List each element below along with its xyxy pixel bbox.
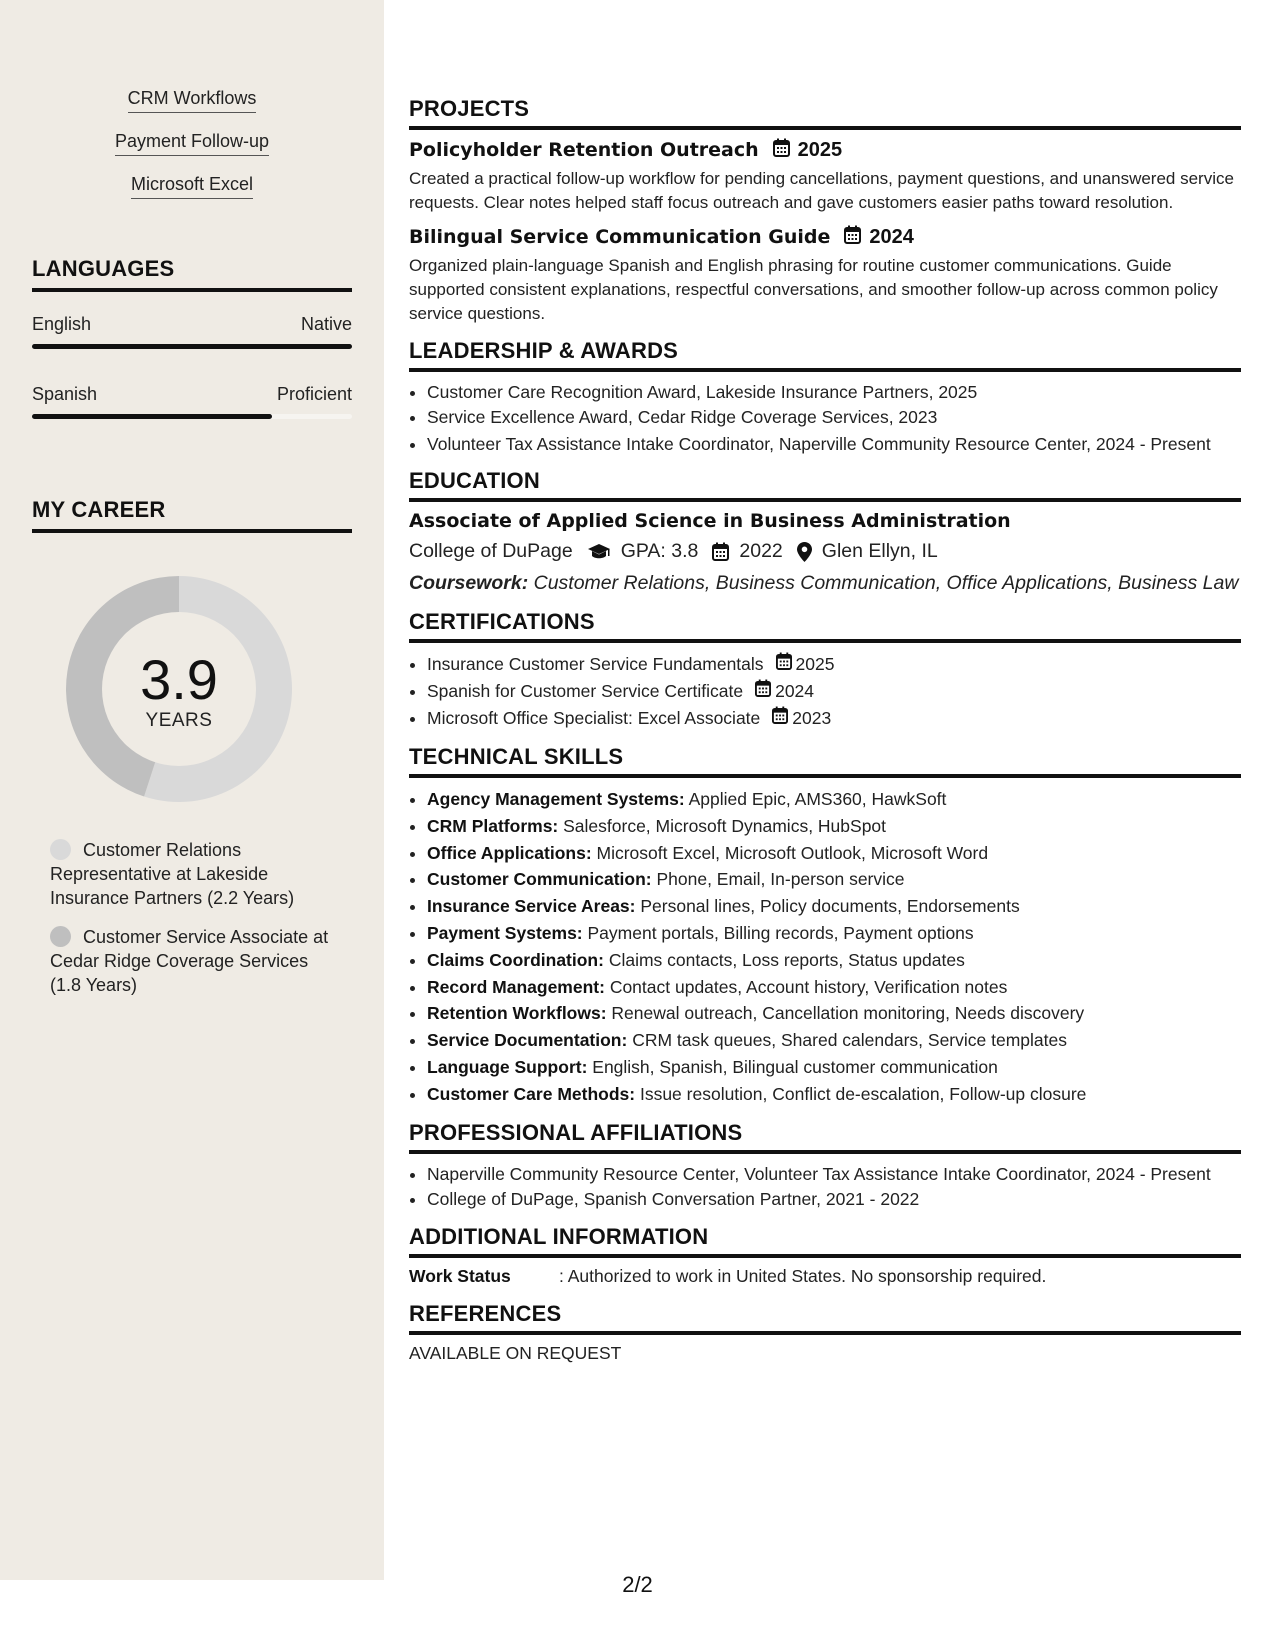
list-item: • College of DuPage, Spanish Conversation Partner, 2021 - 2022 <box>427 1187 1241 1212</box>
skill-tag: Microsoft Excel <box>131 174 253 199</box>
leadership-section <box>409 338 1241 456</box>
career-item-text: Customer Relations Representative at Lakeside Insurance Partners (2.2 Years) <box>50 840 295 908</box>
list-item <box>427 786 1241 813</box>
skill-value: Phone, Email, In-person service <box>651 869 905 890</box>
education-year: 2022 <box>739 540 783 562</box>
certification-name: Spanish for Customer Service Certificate <box>427 681 744 701</box>
project-description: Created a practical follow-up workflow for pending cancellations, payment questions, and unanswered service requests. Clear notes helped staff focus outreach and gave customers easier paths toward resolution. <box>409 169 1234 212</box>
list-item: • Service Excellence Award, Cedar Ridge Coverage Services, 2023 <box>427 405 1241 430</box>
section-title: CERTIFICATIONS <box>409 609 1241 643</box>
main-content <box>409 96 1241 1376</box>
skill-value: Payment portals, Billing records, Payment options <box>582 922 974 943</box>
skill-label: Insurance Service Areas: <box>427 896 636 917</box>
list-item <box>427 866 1241 893</box>
list-item <box>427 893 1241 920</box>
list-item <box>427 1081 1241 1108</box>
list-item <box>427 1054 1241 1081</box>
list-item <box>427 947 1241 974</box>
additional-info-section <box>409 1224 1241 1287</box>
education-location: Glen Ellyn, IL <box>821 540 938 562</box>
calendar-icon <box>773 138 790 162</box>
certification-name: Microsoft Office Specialist: Excel Associate <box>427 708 761 728</box>
skill-label: Agency Management Systems: <box>427 789 685 809</box>
list-item <box>427 1027 1241 1054</box>
language-name: English <box>32 314 92 334</box>
coursework-list: Customer Relations, Business Communication, Office Applications, Business Law <box>528 572 1239 594</box>
skill-label: Record Management: <box>427 976 605 997</box>
technical-skills-list <box>409 786 1241 1108</box>
skill-label: Retention Workflows: <box>427 1003 607 1024</box>
education-section <box>409 468 1241 595</box>
skill-label: Payment Systems: <box>427 922 583 943</box>
project-name: Policyholder Retention Outreach <box>409 139 759 161</box>
career-legend-dot <box>50 839 71 860</box>
skill-value: Renewal outreach, Cancellation monitoring, Needs discovery <box>606 1003 1085 1024</box>
calendar-icon <box>844 225 861 249</box>
references-section <box>409 1301 1241 1364</box>
skill-label: Customer Care Methods: <box>427 1083 636 1104</box>
list-item: • Customer Care Recognition Award, Lakeside Insurance Partners, 2025 <box>427 380 1241 405</box>
career-item-text: Customer Service Associate at Cedar Ridge Coverage Services (1.8 Years) <box>50 927 329 995</box>
language-level: Native <box>300 314 352 334</box>
language-bar-english <box>32 344 352 349</box>
skill-value: Personal lines, Policy documents, Endorsements <box>635 896 1020 917</box>
certifications-section <box>409 609 1241 732</box>
list-item <box>427 678 1241 705</box>
list-item <box>427 1000 1241 1027</box>
certification-year: 2023 <box>792 708 832 728</box>
education-coursework <box>409 571 1241 595</box>
language-level: Proficient <box>276 384 352 404</box>
language-bar-fill <box>32 414 272 419</box>
skill-tags <box>0 88 384 217</box>
coursework-label: Coursework: <box>409 572 529 594</box>
graduation-cap-icon <box>587 543 611 561</box>
affiliations-list <box>409 1162 1241 1212</box>
skill-value: Salesforce, Microsoft Dynamics, HubSpot <box>558 815 887 836</box>
certification-name: Insurance Customer Service Fundamentals <box>427 654 764 674</box>
map-pin-icon <box>797 542 812 562</box>
skill-value: Issue resolution, Conflict de-escalation, Follow-up closure <box>635 1083 1087 1104</box>
career-total-unit: YEARS <box>145 710 213 731</box>
skill-label: Service Documentation: <box>427 1030 628 1051</box>
section-title: EDUCATION <box>409 468 1241 502</box>
project-heading <box>409 225 1241 249</box>
career-legend-dot <box>50 926 71 947</box>
skill-label: Office Applications: <box>427 842 592 863</box>
language-bar-fill <box>32 344 352 349</box>
career-item <box>50 925 330 997</box>
list-item: • Naperville Community Resource Center, Volunteer Tax Assistance Intake Coordinator, 2024 - Present <box>427 1162 1241 1187</box>
section-title: TECHNICAL SKILLS <box>409 744 1241 778</box>
list-item <box>427 840 1241 867</box>
skill-value: Contact updates, Account history, Verification notes <box>604 976 1008 997</box>
list-item: • Volunteer Tax Assistance Intake Coordinator, Naperville Community Resource Center, 2024 - Present <box>427 430 1241 456</box>
list-item <box>427 705 1241 732</box>
references-text: AVAILABLE ON REQUEST <box>409 1342 622 1363</box>
skill-tag: CRM Workflows <box>128 88 257 113</box>
career-heading: MY CAREER <box>32 497 352 533</box>
list-item <box>427 651 1241 678</box>
calendar-icon <box>755 678 775 705</box>
certifications-list <box>409 651 1241 732</box>
language-name: Spanish <box>32 384 98 404</box>
skill-tag: Payment Follow-up <box>115 131 269 156</box>
education-meta <box>409 540 1241 563</box>
certification-year: 2024 <box>775 681 815 701</box>
section-title: LEADERSHIP & AWARDS <box>409 338 1241 372</box>
section-title: REFERENCES <box>409 1301 1241 1335</box>
project-year: 2024 <box>869 225 914 248</box>
skill-label: CRM Platforms: <box>427 815 559 836</box>
project-heading <box>409 138 1241 162</box>
calendar-icon <box>712 542 729 561</box>
languages-heading: LANGUAGES <box>32 256 352 292</box>
calendar-icon <box>776 651 796 678</box>
skill-label: Customer Communication: <box>427 869 652 890</box>
affiliations-section <box>409 1120 1241 1212</box>
technical-skills-section <box>409 744 1241 1108</box>
career-total-years: 3.9 <box>140 648 218 711</box>
project-year: 2025 <box>797 138 843 161</box>
skill-value: CRM task queues, Shared calendars, Service templates <box>627 1030 1067 1051</box>
calendar-icon <box>772 705 792 732</box>
project-description: Organized plain-language Spanish and English phrasing for routine customer communications. Guide supported consistent explanations, respectful conversations, and smoother follow-up across common policy service questions. <box>409 256 1218 323</box>
section-title: ADDITIONAL INFORMATION <box>409 1224 1241 1258</box>
education-degree: Associate of Applied Science in Business Administration <box>409 510 1011 532</box>
language-bar-spanish <box>32 414 352 419</box>
section-title: PROJECTS <box>409 96 1241 130</box>
list-item <box>427 974 1241 1001</box>
education-gpa: GPA: 3.8 <box>620 540 699 562</box>
certification-year: 2025 <box>795 654 835 674</box>
section-title: PROFESSIONAL AFFILIATIONS <box>409 1120 1241 1154</box>
education-school: College of DuPage <box>409 540 573 562</box>
work-status-row <box>409 1266 1241 1287</box>
skill-label: Claims Coordination: <box>427 949 604 970</box>
skill-value: Microsoft Excel, Microsoft Outlook, Microsoft Word <box>591 842 989 863</box>
language-row-english <box>32 314 352 335</box>
page-number: 2/2 <box>622 1572 653 1597</box>
leadership-list <box>409 380 1241 456</box>
sidebar <box>0 0 384 1580</box>
list-item <box>427 813 1241 840</box>
work-status-label: Work Status <box>409 1265 511 1286</box>
projects-section <box>409 96 1241 326</box>
list-item <box>427 920 1241 947</box>
skill-value: Claims contacts, Loss reports, Status updates <box>603 949 965 970</box>
career-item <box>50 838 330 910</box>
project-name: Bilingual Service Communication Guide <box>409 226 831 248</box>
work-status-value: : Authorized to work in United States. No sponsorship required. <box>559 1265 1047 1286</box>
language-row-spanish <box>32 384 352 405</box>
skill-value: Applied Epic, AMS360, HawkSoft <box>684 789 947 809</box>
skill-value: English, Spanish, Bilingual customer communication <box>587 1056 998 1077</box>
skill-label: Language Support: <box>427 1056 588 1077</box>
